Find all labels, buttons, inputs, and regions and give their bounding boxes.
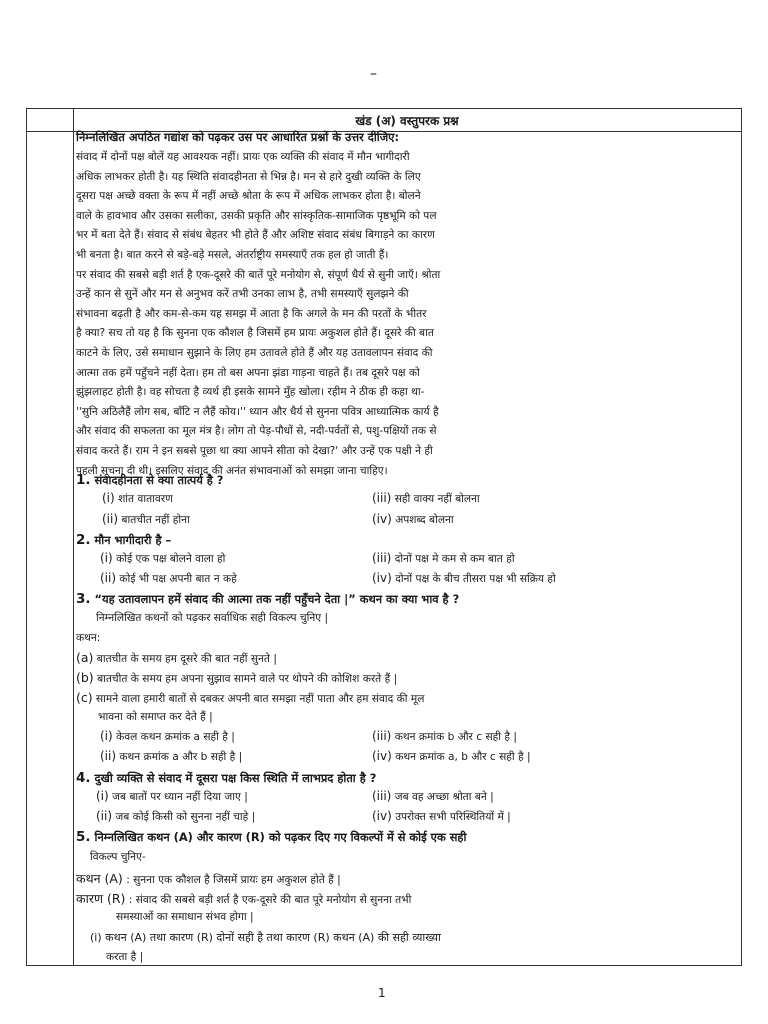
- question-2: 2. मौन भागीदारी है –: [76, 532, 172, 548]
- statement-c: (c) सामने वाला हमारी बातों से दबकर अपनी बात समझा नहीं पाता और हम संवाद की मूल: [76, 690, 425, 705]
- assertion: कथन (A) : सुनना एक कौशल है जिसमें प्रायः हम अकुशल होते हैं |: [76, 871, 341, 886]
- q1-option: (iv) अपशब्द बोलना: [372, 512, 454, 526]
- passage-line: संवाद में दोनों पक्ष बोलें यह आवश्यक नहीं। प्रायः एक व्यक्ति की संवाद में मौन भागीदारी: [76, 151, 410, 163]
- section-header: खंड (अ) वस्तुपरक प्रश्न: [355, 114, 459, 128]
- q4-option: (ii) जब कोई किसी को सुनना नहीं चाहे |: [96, 809, 256, 823]
- passage-line: उन्हें कान से सुनें और मन से अनुभव करें तभी उनका लाभ है, तभी समस्याएँ सुलझने की: [76, 288, 409, 301]
- column-divider: [73, 109, 74, 965]
- statement-b: (b) बातचीत के समय हम अपना सुझाव सामने वाले पर थोपने की कोशिश करते हैं |: [76, 670, 398, 685]
- passage-heading: निम्नलिखित अपठित गद्यांश को पढ़कर उस पर आधारित प्रश्नों के उत्तर दीजिए:: [76, 130, 400, 144]
- question-3: 3. “यह उतावलापन हमें संवाद की आत्मा तक नहीं पहुँचने देता |” कथन का क्या भाव है ?: [76, 591, 460, 607]
- q4-option: (iii) जब वह अच्छा श्रोता बने |: [372, 789, 494, 803]
- q3-option: (i) केवल कथन क्रमांक a सही है |: [100, 729, 235, 743]
- passage-line: संवाद करते हैं। राम ने इन सबसे पूछा था क्या आपने सीता को देखा?' और उन्हें एक पक्षी ने ही: [76, 445, 433, 457]
- passage-line: काटने के लिए, उसे समाधान सुझाने के लिए हम उतावले होते हैं और यह उतावलापन संवाद की: [76, 347, 433, 359]
- statement-c-continued: भावना को समाप्त कर देते हैं |: [98, 711, 213, 723]
- passage-line: और संवाद की सफलता का मूल मंत्र है। लोग तो पेड़-पौधों से, नदी-पर्वतों से, पशु-पक्षियों तक से: [76, 425, 437, 438]
- q1-option: (ii) बातचीत नहीं होना: [102, 512, 190, 526]
- q1-option: (iii) सही वाक्य नहीं बोलना: [372, 491, 480, 505]
- passage-line: है क्या? सच तो यह है कि सुनना एक कौशल है जिसमें हम प्रायः अकुशल होते हैं। दूसरे की बात: [76, 327, 434, 340]
- q1-option: (i) शांत वातावरण: [102, 491, 173, 505]
- q4-option: (i) जब बातों पर ध्यान नहीं दिया जाए |: [96, 789, 248, 803]
- q2-option: (iii) दोनों पक्ष मे कम से कम बात हो: [372, 551, 515, 565]
- q2-option: (i) कोई एक पक्ष बोलने वाला हो: [100, 551, 226, 565]
- q3-option: (iv) कथन क्रमांक a, b और c सही है |: [372, 749, 531, 763]
- question-1: 1. संवादहीनता से क्या तात्पर्य है ?: [76, 472, 224, 488]
- passage-line: वाले के हावभाव और उसका सलीका, उसकी प्रकृति और सांस्कृतिक-सामाजिक पृष्ठभूमि को पल: [76, 209, 437, 222]
- q5-option-1-continued: करता है |: [106, 951, 144, 963]
- passage-line: पर संवाद की सबसे बड़ी शर्त है एक-दूसरे की बातें पूरे मनोयोग से, संपूर्ण धैर्य से सुनी जाएँ। श्रोता: [76, 268, 441, 281]
- question-4: 4. दुखी व्यक्ति से संवाद में दूसरा पक्ष किस स्थिति में लाभप्रद होता है ?: [76, 770, 377, 786]
- passage-line: संभावना बढ़ती है और कम-से-कम यह समझ में आता है कि अगले के मन की परतों के भीतर: [76, 307, 427, 320]
- question-5: 5. निम्नलिखित कथन (A) और कारण (R) को पढ़कर दिए गए विकल्पों में से कोई एक सही: [76, 829, 467, 845]
- q3-option: (iii) कथन क्रमांक b और c सही है |: [372, 729, 517, 743]
- question-3-sub: निम्नलिखित कथनों को पढ़कर सर्वाधिक सही विकल्प चुनिए |: [96, 612, 329, 624]
- passage-line: झुंझलाहट होती है। वह सोचता है व्यर्थ ही इसके सामने मुँह खोला। रहीम ने ठीक ही कहा था-: [76, 386, 425, 399]
- passage-line: दूसरा पक्ष अच्छे वक्ता के रूप में नहीं अच्छे श्रोता के रूप में अधिक लाभकर होता है। बोलने: [76, 190, 421, 203]
- passage-line: भी बनता है। बात करने से बड़े-बड़े मसले, अंतर्राष्ट्रीय समस्याएँ तक हल हो जाती हैं।: [76, 249, 389, 261]
- passage-line: पहली सूचना दी थी। इसलिए संवाद की अनंत संभावनाओं को समझा जाना चाहिए।: [76, 464, 388, 477]
- top-mark: –: [370, 66, 377, 82]
- passage-line: अधिक लाभकर होती है। यह स्थिति संवादहीनता से भिन्न है। मन से हारे दुखी व्यक्ति के लिए: [76, 170, 421, 183]
- q5-option-1: (i) कथन (A) तथा कारण (R) दोनों सही है तथा कारण (R) कथन (A) की सही व्याख्या: [90, 931, 441, 944]
- passage-line: आत्मा तक हमें पहुँचने नहीं देता। हम तो बस अपना झंडा गाड़ना चाहते हैं। तब दूसरे पक्ष को: [76, 366, 420, 379]
- reason: कारण (R) : संवाद की सबसे बड़ी शर्त है एक-दूसरे की बात पूरे मनोयोग से सुनना तभी: [76, 891, 412, 906]
- q3-option: (ii) कथन क्रमांक a और b सही है |: [100, 749, 243, 763]
- q2-option: (iv) दोनों पक्ष के बीच तीसरा पक्ष भी सक्रिय हो: [372, 571, 556, 585]
- reason-continued: समस्याओं का समाधान संभव होगा |: [116, 911, 254, 923]
- statement-a: (a) बातचीत के समय हम दूसरे की बात नहीं सुनते |: [76, 650, 277, 665]
- page-number: 1: [378, 986, 386, 1000]
- passage-line: ''सुनि अठिलैहैं लोग सब, बाँटि न लैहैं कोय।'' ध्यान और धैर्य से सुनना पवित्र आध्यात्मिक कार्य है: [76, 405, 439, 418]
- passage-line: भर में बता देते हैं। संवाद से संबंध बेहतर भी होते हैं और अशिष्ट संवाद संबंध बिगाड़ने का कारण: [76, 229, 435, 242]
- q2-option: (ii) कोई भी पक्ष अपनी बात न कहे: [100, 571, 237, 585]
- q4-option: (iv) उपरोक्त सभी परिस्थितियों में |: [372, 809, 511, 823]
- question-5-sub: विकल्प चुनिए-: [90, 851, 146, 863]
- question-3-label: कथन:: [76, 632, 101, 644]
